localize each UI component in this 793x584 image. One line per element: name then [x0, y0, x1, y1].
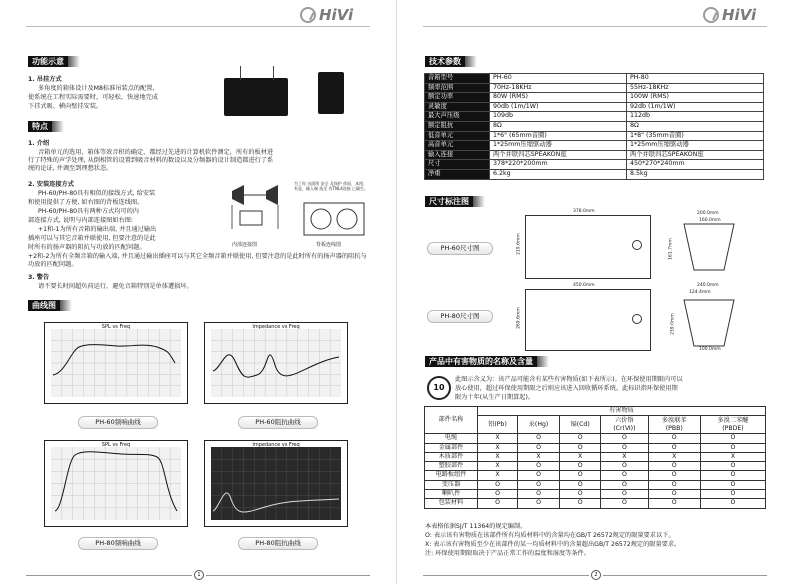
- spec-key: 音箱型号: [425, 74, 490, 84]
- haz-mark: O: [518, 434, 560, 443]
- header-rule: [423, 26, 767, 27]
- hivi-logo-icon: [703, 7, 719, 23]
- intro-line-1: 音箱单元的选用、箱体等效音积的确定，都经过先进的计算机软件测定，所有的板材进: [38, 149, 274, 156]
- spec-row: [425, 74, 764, 84]
- warn-title: 3. 警告: [28, 274, 50, 281]
- spec-value: 55Hz-18KHz: [627, 83, 764, 93]
- chart-ph80-spl: [44, 440, 188, 527]
- chart-ph80-impedance: [204, 440, 348, 527]
- haz-mark: X: [518, 452, 560, 461]
- spec-value: 8Ω: [627, 121, 764, 131]
- spec-value: 80W (RMS): [490, 93, 627, 103]
- haz-head-group: 有害物质: [478, 407, 766, 416]
- spec-key: 额定阻抗: [425, 121, 490, 131]
- haz-mark: O: [700, 480, 765, 489]
- spec-value: 100W (RMS): [627, 93, 764, 103]
- chart-title: SPL vs Freq: [101, 442, 131, 448]
- haz-line-3: 限为十年(从生产日期算起)。: [455, 394, 535, 401]
- diagram-inner-label: 内部连接图: [232, 242, 258, 248]
- spec-key: 输入连接: [425, 150, 490, 160]
- spec-key: 频率范围: [425, 83, 490, 93]
- ph80-bottom-width-label: 100.0mm: [699, 347, 721, 352]
- page-number: 1: [194, 570, 204, 580]
- wiring-line-2: 和使用提供了方便, 如右图的背板连线图。: [28, 199, 144, 206]
- haz-line-1: 此图示含义为：该产品可能含有某些有害物质(如下表所示)。在环保使用期限内可以: [455, 376, 683, 383]
- brand-logo: HiVi: [703, 6, 756, 24]
- hazard-table: [424, 406, 766, 509]
- haz-mark: O: [560, 434, 601, 443]
- haz-row: [425, 462, 766, 471]
- haz-mark: O: [648, 443, 700, 452]
- tweeter-icon: [632, 240, 642, 250]
- chart-ph60-spl: [44, 322, 188, 404]
- chart-svg: [205, 323, 347, 403]
- hang-line-1: 多角度的箱体设计及M8标准吊装点的配置,: [38, 85, 155, 92]
- chart-title: Impedance vs Freq: [252, 324, 300, 330]
- section-function: 功能示意: [28, 56, 68, 67]
- foot-line-4: 注: 环保使用期限取决于产品正常工作的温度和湿度等条件。: [425, 550, 590, 557]
- footer-rule-left: [26, 575, 192, 576]
- spec-key: 灵敏度: [425, 102, 490, 112]
- hanging-wires: [240, 66, 274, 80]
- footer-rule-right: [206, 575, 370, 576]
- haz-mark: O: [700, 471, 765, 480]
- haz-mark: O: [700, 490, 765, 499]
- spec-value: 450*270*240mm: [627, 160, 764, 170]
- haz-mark: O: [518, 490, 560, 499]
- diagram-note: 为了你 这面图 安全 及保护 你原，本图，有意，输入端 选至 有TNL4连接 已确生。: [294, 181, 369, 191]
- spec-row: [425, 160, 764, 170]
- diagram-back-label: 背板连线图: [316, 242, 342, 248]
- ph60-front-drawing: [525, 215, 651, 279]
- haz-part-name: 金属部件: [425, 443, 478, 452]
- foot-line-1: 本表格依据SJ/T 11364的规定编制。: [425, 523, 527, 530]
- haz-row: [425, 471, 766, 480]
- ph60-top-height-label: 161.7mm: [668, 238, 674, 260]
- haz-mark: O: [560, 499, 601, 508]
- haz-mark: X: [560, 452, 601, 461]
- haz-part-name: 变压器: [425, 480, 478, 489]
- wiring-line-3: PH-60/PH-80具有两种方式均可的内: [38, 208, 139, 215]
- haz-mark: O: [560, 490, 601, 499]
- wiring-full-text: +2和-2为所有全频音箱的输入端, 并且通过输出插座可以与其它全频音箱并联使用, 但要注意的是此时所有的扬声器的阻抗与功放的匹配问题。: [28, 253, 367, 269]
- spec-table: [424, 73, 764, 180]
- spec-row: [425, 102, 764, 112]
- haz-mark: O: [478, 490, 518, 499]
- spec-value: 92db (1m/1W): [627, 102, 764, 112]
- ph80-top-height-label: 239.0mm: [670, 313, 676, 335]
- ph80-front-drawing: [525, 289, 651, 351]
- haz-mark: O: [601, 462, 648, 471]
- haz-col-header: 多溴二苯醚 (PBDE): [700, 416, 765, 434]
- wiring-line-6: 插座可以与其它音箱并联使用, 但要注意的是此: [28, 235, 156, 242]
- haz-part-name: 电路板组件: [425, 471, 478, 480]
- haz-mark: O: [601, 480, 648, 489]
- haz-mark: O: [700, 443, 765, 452]
- spec-value: 109db: [490, 112, 627, 122]
- right-page: [397, 0, 793, 584]
- haz-mark: O: [478, 480, 518, 489]
- haz-mark: O: [700, 499, 765, 508]
- haz-mark: X: [601, 452, 648, 461]
- haz-mark: X: [478, 443, 518, 452]
- haz-mark: O: [601, 434, 648, 443]
- page-number: 2: [591, 570, 601, 580]
- intro-line-3: 统的论证, 并调至到理想状态。: [28, 165, 113, 172]
- spec-row: [425, 141, 764, 151]
- ph80-top-width-label: 240.0mm: [697, 283, 719, 288]
- caption-ph60-impedance: PH-60阻抗曲线: [238, 416, 318, 429]
- spec-value: PH-60: [490, 74, 627, 84]
- ph80-width-label: 450.0mm: [573, 283, 595, 288]
- haz-mark: O: [648, 480, 700, 489]
- haz-mark: O: [560, 480, 601, 489]
- haz-col-header: 多溴联苯 (PBB): [648, 416, 700, 434]
- haz-mark: O: [700, 434, 765, 443]
- haz-mark: O: [518, 499, 560, 508]
- haz-row: [425, 443, 766, 452]
- speaker-photo-front: [224, 78, 288, 116]
- foot-line-3: X: 表示该有害物质至少在该部件的某一均质材料中的含量超出GB/T 26572规定的限量要求。: [425, 541, 681, 548]
- haz-mark: O: [518, 462, 560, 471]
- intro-line-2: 行了特殊的声学处理, 从倒相管的设置到吸音材料的数设以及分频器的设计制造都进行了系: [28, 157, 274, 164]
- footer-rule-left: [423, 575, 589, 576]
- spec-value: 70Hz-18KHz: [490, 83, 627, 93]
- caption-ph80-dimension: PH-80尺寸图: [427, 310, 493, 323]
- haz-row: [425, 452, 766, 461]
- hivi-logo-icon: [300, 7, 316, 23]
- spec-value: 两个并联四芯SPEAKON座: [490, 150, 627, 160]
- spec-value: 两个并联四芯SPEAKON座: [627, 150, 764, 160]
- haz-mark: O: [648, 462, 700, 471]
- wiring-line-4: 部连接方式, 说明与内部连接图如右图:: [28, 217, 134, 224]
- ph80-top-width2-label: 124.4mm: [689, 290, 711, 295]
- haz-mark: X: [700, 452, 765, 461]
- haz-mark: X: [478, 462, 518, 471]
- wiring-line-1: PH-60/PH-80具有相似的接线方式, 给安装: [38, 190, 156, 197]
- spec-value: 90db (1m/1W): [490, 102, 627, 112]
- haz-col-header: 镉(Cd): [560, 416, 601, 434]
- haz-mark: O: [700, 462, 765, 471]
- haz-mark: X: [648, 452, 700, 461]
- caption-ph60-spl: PH-60频响曲线: [78, 416, 158, 429]
- chart-svg: [45, 323, 187, 403]
- haz-col-header: 铅(Pb): [478, 416, 518, 434]
- haz-line-2: 放心使用，超过环保使用期限之后则应该进入回收循环系统。此标识指环保使用期: [455, 385, 678, 392]
- chart-ph60-impedance: [204, 322, 348, 404]
- wiring-line-7: 时所有的扬声器的阻抗与功放的匹配问题。: [28, 244, 146, 251]
- section-curves: 曲线图: [28, 300, 60, 311]
- spec-row: [425, 93, 764, 103]
- haz-mark: O: [560, 443, 601, 452]
- haz-mark: O: [648, 490, 700, 499]
- tweeter-icon: [632, 314, 642, 324]
- haz-row: [425, 434, 766, 443]
- spec-value: 112db: [627, 112, 764, 122]
- speaker-photo-side: [318, 72, 344, 114]
- ph60-top-width2-label: 160.0mm: [699, 218, 721, 223]
- haz-row: [425, 490, 766, 499]
- haz-col-header: 六价铬 (Cr(Ⅵ)): [601, 416, 648, 434]
- haz-head-part: 部件名称: [425, 407, 478, 434]
- section-hazardous: 产品中有害物质的名称及含量: [425, 356, 537, 367]
- chart-title: Impedance vs Freq: [252, 442, 300, 448]
- haz-part-name: 电缆: [425, 434, 478, 443]
- hang-title: 1. 吊挂方式: [28, 76, 62, 83]
- hang-line-2: 使系统在工程实际需要时，可轻松、快速地完成: [28, 94, 158, 101]
- haz-mark: O: [560, 462, 601, 471]
- haz-mark: O: [648, 499, 700, 508]
- haz-mark: O: [518, 480, 560, 489]
- spec-row: [425, 150, 764, 160]
- haz-part-name: 塑胶部件: [425, 462, 478, 471]
- haz-part-name: 喇叭件: [425, 490, 478, 499]
- haz-part-name: 木质部件: [425, 452, 478, 461]
- ph60-top-drawing: [680, 222, 738, 272]
- footer-rule-right: [603, 575, 767, 576]
- haz-mark: O: [601, 443, 648, 452]
- haz-mark: O: [601, 499, 648, 508]
- chart-svg: [205, 441, 347, 526]
- haz-col-header: 汞(Hg): [518, 416, 560, 434]
- caption-ph80-impedance: PH-80阻抗曲线: [238, 537, 318, 550]
- ph80-height-label: 269.6mm: [516, 307, 522, 329]
- spec-row: [425, 131, 764, 141]
- spec-key: 尺寸: [425, 160, 490, 170]
- left-page: [0, 0, 396, 584]
- chart-svg: [45, 441, 187, 526]
- spec-key: 净重: [425, 169, 490, 179]
- spec-key: 低音单元: [425, 131, 490, 141]
- haz-mark: X: [478, 452, 518, 461]
- spec-value: 8.5kg: [627, 169, 764, 179]
- spec-key: 额定功率: [425, 93, 490, 103]
- ph60-top-width-label: 200.0mm: [697, 211, 719, 216]
- section-dimensions: 尺寸标注图: [425, 196, 473, 207]
- header-rule: [26, 26, 370, 27]
- chart-title: SPL vs Freq: [101, 324, 131, 330]
- section-specs: 技术参数: [425, 56, 465, 67]
- caption-ph80-spl: PH-80频响曲线: [78, 537, 158, 550]
- haz-mark: O: [601, 490, 648, 499]
- haz-row: [425, 480, 766, 489]
- wiring-title: 2. 安装连接方式: [28, 181, 74, 188]
- intro-title: 1. 介绍: [28, 140, 50, 147]
- spec-row: [425, 121, 764, 131]
- ph80-top-drawing: [680, 298, 738, 348]
- spec-value: 1*8" (35mm音圈): [627, 131, 764, 141]
- ph60-height-label: 219.6mm: [516, 233, 522, 255]
- hang-line-3: 下挂式吸、横向壁挂安装。: [28, 103, 103, 110]
- haz-part-name: 包装材料: [425, 499, 478, 508]
- wiring-line-5: +1和-1为所有音箱的输出端, 并且通过输出: [38, 226, 157, 233]
- haz-mark: O: [518, 443, 560, 452]
- haz-mark: O: [648, 434, 700, 443]
- spec-value: 6.2kg: [490, 169, 627, 179]
- spec-value: 1*6" (65mm音圈): [490, 131, 627, 141]
- spec-row: [425, 83, 764, 93]
- haz-row: [425, 499, 766, 508]
- spec-key: 最大声压级: [425, 112, 490, 122]
- haz-mark: O: [648, 471, 700, 480]
- section-features: 特点: [28, 121, 52, 132]
- environment-period-icon: 10: [427, 376, 451, 400]
- brand-logo: HiVi: [300, 6, 353, 24]
- spec-value: 378*220*200mm: [490, 160, 627, 170]
- haz-mark: X: [478, 471, 518, 480]
- haz-mark: O: [518, 471, 560, 480]
- spec-value: 1*25mm压缩驱动器: [627, 141, 764, 151]
- connection-diagram: [226, 181, 370, 251]
- warn-text: 请不要长时间超负荷运行，避免音箱特别是单体遭损坏。: [38, 283, 193, 290]
- spec-row: [425, 112, 764, 122]
- spec-key: 高音单元: [425, 141, 490, 151]
- spec-value: PH-80: [627, 74, 764, 84]
- haz-mark: X: [478, 434, 518, 443]
- spec-row: [425, 169, 764, 179]
- foot-line-2: O: 表示该有害物质在该部件所有均质材料中的含量均在GB/T 26572规定的限量要求以下。: [425, 532, 675, 539]
- spec-value: 8Ω: [490, 121, 627, 131]
- ph60-width-label: 378.0mm: [573, 209, 595, 214]
- haz-mark: O: [560, 471, 601, 480]
- spec-value: 1*25mm压缩驱动器: [490, 141, 627, 151]
- haz-mark: O: [601, 471, 648, 480]
- haz-mark: O: [478, 499, 518, 508]
- caption-ph60-dimension: PH-60尺寸图: [427, 242, 493, 255]
